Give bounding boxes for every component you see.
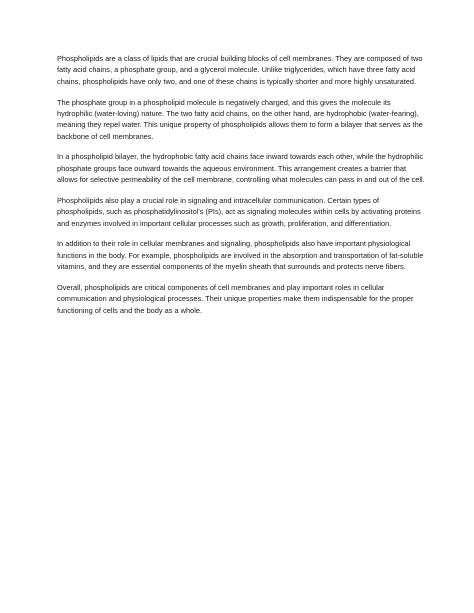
paragraph-signaling: Phospholipids also play a crucial role in signaling and intracellular communication. Certain types of phospholipids, such as phosphatidylinositol's (PIs), act as signaling molecules within cells by activating proteins and enzymes involved in important cellular processes such as growth, proliferation, and differentiation.: [57, 195, 421, 228]
paragraph-phosphate-group: The phosphate group in a phospholipid molecule is negatively charged, and this gives the molecule its hydrophilic (water-loving) nature. The two fatty acid chains, on the other hand, are hydrophobic (water-fearing), meaning they repel water. This unique property of phospholipids allows them to form a bilayer that serves as the backbone of cell membranes.: [57, 97, 423, 141]
paragraph-intro: Phospholipids are a class of lipids that are crucial building blocks of cell membranes. They are composed of two fatty acid chains, a phosphate group, and a glycerol molecule. Unlike triglycerides, which have three fatty acid chains, phospholipids have only two, and one of these chains is typically shorter and more highly unsaturated.: [57, 54, 423, 86]
paragraph-conclusion: Overall, phospholipids are critical components of cell membranes and play important roles in cellular communication and physiological processes. Their unique properties make them indispensable for the proper functioning of cells and the body as a whole.: [57, 283, 414, 315]
paragraph-bilayer: In a phospholipid bilayer, the hydrophobic fatty acid chains face inward towards each other, while the hydrophilic phosphate groups face outward towards the aqueous environment. This arrangement creates a barrier that allows for selective permeability of the cell membrane, controlling what molecules can pass in and out of the cell.: [57, 152, 425, 185]
document-body: [57, 53, 427, 326]
paragraph-physiological-functions: In addition to their role in cellular membranes and signaling, phospholipids also have important physiological functions in the body. For example, phospholipids are involved in the absorption and transportation of fat-soluble vitamins, and they are essential components of the myelin sheath that surrounds and protects nerve fibers.: [57, 239, 424, 272]
